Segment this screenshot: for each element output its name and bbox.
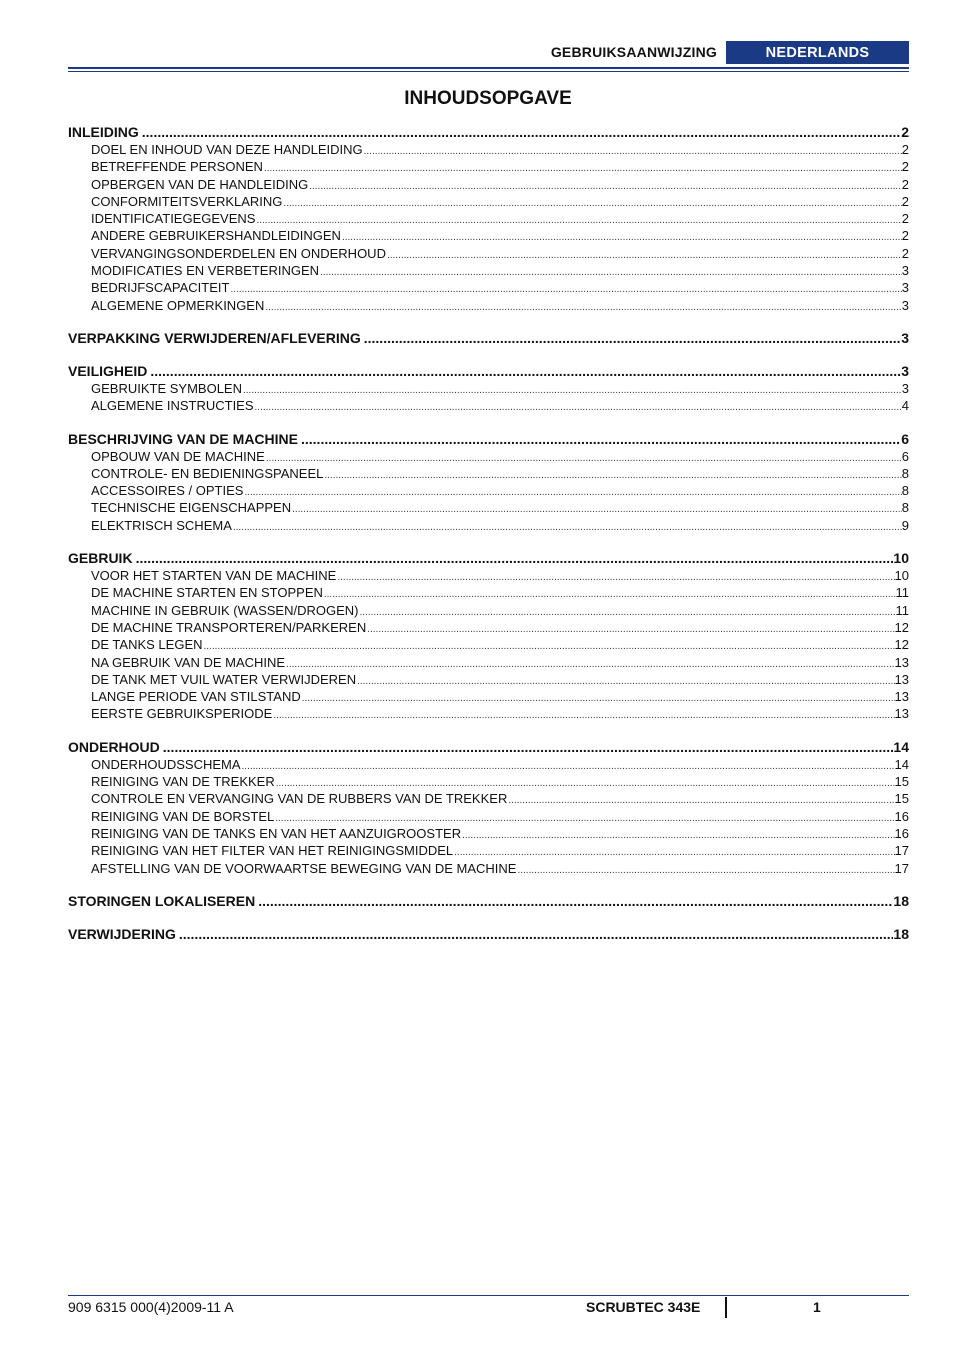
toc-entry-page: 13 xyxy=(894,671,909,687)
toc-entry-title: DE MACHINE TRANSPORTEREN/PARKEREN xyxy=(91,619,367,635)
toc-section-page: 14 xyxy=(893,738,909,755)
toc-entry-title: CONFORMITEITSVERKLARING xyxy=(91,193,283,209)
dot-leader xyxy=(336,569,894,584)
dot-leader xyxy=(358,604,895,619)
dot-leader xyxy=(323,586,896,601)
toc-entry-title: DE TANKS LEGEN xyxy=(91,637,203,653)
toc-entry[interactable] xyxy=(68,210,909,227)
dot-leader xyxy=(366,621,894,636)
toc-entry[interactable] xyxy=(68,688,909,705)
toc-entry[interactable] xyxy=(68,279,909,296)
dot-leader xyxy=(323,467,901,482)
toc-entry-title: EERSTE GEBRUIKSPERIODE xyxy=(91,706,273,722)
toc-entry-page: 14 xyxy=(894,756,909,772)
toc-entry[interactable] xyxy=(68,227,909,244)
header-rule xyxy=(68,67,909,69)
toc-entry-page: 8 xyxy=(901,500,909,516)
toc-entry[interactable] xyxy=(68,141,909,158)
toc-entry-page: 13 xyxy=(894,654,909,670)
toc-entry[interactable] xyxy=(68,158,909,175)
toc-entry-title: BETREFFENDE PERSONEN xyxy=(91,159,263,175)
dot-leader xyxy=(361,330,901,347)
toc-section-title: VERWIJDERING xyxy=(68,925,176,942)
toc-entry-page: 4 xyxy=(901,398,909,414)
language-badge: NEDERLANDS xyxy=(726,41,909,64)
toc-entry[interactable] xyxy=(68,756,909,773)
toc-entry[interactable] xyxy=(68,262,909,279)
toc-entry[interactable] xyxy=(68,808,909,825)
toc-entry[interactable] xyxy=(68,499,909,516)
dot-leader xyxy=(507,792,894,807)
dot-leader xyxy=(255,212,901,227)
dot-leader xyxy=(356,673,894,688)
toc-section-title: INLEIDING xyxy=(68,124,139,140)
toc-entry-title: OPBOUW VAN DE MACHINE xyxy=(91,448,265,464)
toc-entry[interactable] xyxy=(68,842,909,859)
product-name: SCRUBTEC 343E xyxy=(586,1299,701,1315)
toc-entry[interactable] xyxy=(68,773,909,790)
toc-entry-page: 15 xyxy=(894,791,909,807)
dot-leader xyxy=(341,229,902,244)
toc-section-title: VEILIGHEID xyxy=(68,362,148,379)
toc-entry-page: 3 xyxy=(901,280,909,296)
dot-leader xyxy=(147,363,901,380)
dot-leader xyxy=(232,519,902,534)
dot-leader xyxy=(176,926,894,943)
toc-entry-page: 2 xyxy=(901,159,909,175)
toc-section[interactable] xyxy=(68,893,909,910)
toc-entry[interactable] xyxy=(68,465,909,482)
toc-entry-page: 2 xyxy=(901,245,909,261)
toc-entry-title: ONDERHOUDSSCHEMA xyxy=(91,756,241,772)
header-label: GEBRUIKSAANWIJZING xyxy=(550,44,717,60)
toc-entry[interactable] xyxy=(68,482,909,499)
toc-entry-title: REINIGING VAN HET FILTER VAN HET REINIGINGSMIDDEL xyxy=(91,843,454,859)
toc-entry[interactable] xyxy=(68,584,909,601)
toc-entry-title: ALGEMENE INSTRUCTIES xyxy=(91,398,254,414)
dot-leader xyxy=(274,810,894,825)
dot-leader xyxy=(285,656,894,671)
dot-leader xyxy=(139,124,901,141)
toc-entry-title: VOOR HET STARTEN VAN DE MACHINE xyxy=(91,568,337,584)
page-number: 1 xyxy=(813,1299,821,1315)
toc-section[interactable] xyxy=(68,431,909,448)
dot-leader xyxy=(301,690,895,705)
toc-entry-title: BEDRIJFSCAPACITEIT xyxy=(91,280,230,296)
dot-leader xyxy=(255,893,893,910)
dot-leader xyxy=(264,299,901,314)
dot-leader xyxy=(363,143,902,158)
toc-entry[interactable] xyxy=(68,380,909,397)
toc-section-title: ONDERHOUD xyxy=(68,738,160,755)
toc-entry-page: 17 xyxy=(894,843,909,859)
dot-leader xyxy=(243,484,901,499)
toc-entry-page: 2 xyxy=(901,211,909,227)
toc-section-title: GEBRUIK xyxy=(68,550,133,567)
toc-entry-page: 16 xyxy=(894,825,909,841)
toc-entry-page: 13 xyxy=(894,706,909,722)
toc-section-page: 10 xyxy=(893,550,909,567)
toc-entry-title: CONTROLE- EN BEDIENINGSPANEEL xyxy=(91,465,324,481)
toc-section[interactable] xyxy=(68,739,909,756)
table-of-contents xyxy=(68,124,909,943)
toc-section[interactable] xyxy=(68,330,909,347)
toc-section[interactable] xyxy=(68,363,909,380)
toc-entry-title: DE MACHINE STARTEN EN STOPPEN xyxy=(91,585,323,601)
toc-entry-title: ELEKTRISCH SCHEMA xyxy=(91,517,232,533)
dot-leader xyxy=(308,178,902,193)
toc-entry[interactable] xyxy=(68,193,909,210)
toc-entry[interactable] xyxy=(68,517,909,534)
toc-entry[interactable] xyxy=(68,825,909,842)
toc-entry[interactable] xyxy=(68,397,909,414)
toc-entry[interactable] xyxy=(68,245,909,262)
toc-entry-page: 12 xyxy=(894,619,909,635)
toc-section-title: STORINGEN LOKALISEREN xyxy=(68,892,256,909)
toc-section-page: 18 xyxy=(893,925,909,942)
toc-entry-title: DE TANK MET VUIL WATER VERWIJDEREN xyxy=(91,671,357,687)
toc-entry-page: 11 xyxy=(895,585,909,601)
toc-entry[interactable] xyxy=(68,790,909,807)
toc-entry[interactable] xyxy=(68,654,909,671)
dot-leader xyxy=(282,195,901,210)
toc-section-page: 3 xyxy=(901,329,909,346)
dot-leader xyxy=(275,775,895,790)
dot-leader xyxy=(203,638,895,653)
dot-leader xyxy=(160,739,894,756)
dot-leader xyxy=(516,862,894,877)
dot-leader xyxy=(272,707,894,722)
toc-entry-title: REINIGING VAN DE BORSTEL xyxy=(91,808,275,824)
toc-entry-title: LANGE PERIODE VAN STILSTAND xyxy=(91,689,301,705)
toc-entry-title: ALGEMENE OPMERKINGEN xyxy=(91,297,265,313)
dot-leader xyxy=(229,281,901,296)
toc-entry[interactable] xyxy=(68,448,909,465)
dot-leader xyxy=(453,844,894,859)
toc-section-page: 2 xyxy=(901,124,909,140)
toc-entry-page: 2 xyxy=(901,142,909,157)
toc-section[interactable] xyxy=(68,550,909,567)
toc-entry[interactable] xyxy=(68,602,909,619)
toc-entry-title: VERVANGINGSONDERDELEN EN ONDERHOUD xyxy=(91,245,386,261)
dot-leader xyxy=(133,550,894,567)
footer-rule xyxy=(68,1295,909,1296)
toc-entry-page: 2 xyxy=(901,176,909,192)
dot-leader xyxy=(291,501,902,516)
toc-entry-title: GEBRUIKTE SYMBOLEN xyxy=(91,380,242,396)
toc-entry[interactable] xyxy=(68,671,909,688)
toc-section[interactable] xyxy=(68,124,909,141)
toc-entry-page: 10 xyxy=(894,568,909,584)
toc-entry[interactable] xyxy=(68,619,909,636)
toc-entry[interactable] xyxy=(68,860,909,877)
toc-entry-title: NA GEBRUIK VAN DE MACHINE xyxy=(91,654,286,670)
toc-entry-title: IDENTIFICATIEGEGEVENS xyxy=(91,211,256,227)
footer-separator xyxy=(725,1297,727,1318)
toc-section-page: 3 xyxy=(901,362,909,379)
toc-entry-title: ACCESSOIRES / OPTIES xyxy=(91,483,244,499)
toc-entry-page: 13 xyxy=(894,689,909,705)
dot-leader xyxy=(242,382,902,397)
toc-section-page: 6 xyxy=(901,430,909,447)
toc-entry-title: MODIFICATIES EN VERBETERINGEN xyxy=(91,263,320,279)
dot-leader xyxy=(461,827,894,842)
toc-entry-title: REINIGING VAN DE TREKKER xyxy=(91,774,275,790)
toc-entry-page: 3 xyxy=(901,263,909,279)
toc-entry-title: DOEL EN INHOUD VAN DEZE HANDLEIDING xyxy=(91,142,363,157)
dot-leader xyxy=(241,758,895,773)
toc-section[interactable] xyxy=(68,926,909,943)
toc-entry[interactable] xyxy=(68,297,909,314)
toc-entry-page: 3 xyxy=(901,380,909,396)
toc-entry-page: 11 xyxy=(895,602,909,618)
dot-leader xyxy=(298,431,901,448)
page-title: INHOUDSOPGAVE xyxy=(404,88,572,109)
toc-section-page: 18 xyxy=(893,892,909,909)
dot-leader xyxy=(263,160,902,175)
toc-entry-title: MACHINE IN GEBRUIK (WASSEN/DROGEN) xyxy=(91,602,359,618)
toc-entry-page: 12 xyxy=(894,637,909,653)
toc-entry[interactable] xyxy=(68,176,909,193)
toc-entry-page: 16 xyxy=(894,808,909,824)
dot-leader xyxy=(319,264,902,279)
toc-entry-title: TECHNISCHE EIGENSCHAPPEN xyxy=(91,500,292,516)
toc-entry[interactable] xyxy=(68,567,909,584)
toc-entry-page: 8 xyxy=(901,483,909,499)
toc-entry-page: 8 xyxy=(901,465,909,481)
toc-entry-title: ANDERE GEBRUIKERSHANDLEIDINGEN xyxy=(91,228,341,244)
toc-entry-page: 3 xyxy=(901,297,909,313)
dot-leader xyxy=(254,399,902,414)
dot-leader xyxy=(265,450,902,465)
toc-entry-title: REINIGING VAN DE TANKS EN VAN HET AANZUIGROOSTER xyxy=(91,825,462,841)
toc-entry[interactable] xyxy=(68,636,909,653)
header-rule-thin xyxy=(68,71,909,72)
toc-section-title: VERPAKKING VERWIJDEREN/AFLEVERING xyxy=(68,329,361,346)
document-code: 909 6315 000(4)2009-11 A xyxy=(68,1299,234,1315)
dot-leader xyxy=(386,247,902,262)
toc-entry-title: CONTROLE EN VERVANGING VAN DE RUBBERS VAN DE TREKKER xyxy=(91,791,508,807)
toc-entry-page: 9 xyxy=(901,517,909,533)
toc-entry-title: AFSTELLING VAN DE VOORWAARTSE BEWEGING VAN DE MACHINE xyxy=(91,860,517,876)
toc-entry-page: 6 xyxy=(901,448,909,464)
toc-entry[interactable] xyxy=(68,705,909,722)
toc-entry-title: OPBERGEN VAN DE HANDLEIDING xyxy=(91,176,309,192)
toc-entry-page: 15 xyxy=(894,774,909,790)
toc-entry-page: 17 xyxy=(894,860,909,876)
toc-entry-page: 2 xyxy=(901,193,909,209)
toc-entry-page: 2 xyxy=(901,228,909,244)
toc-section-title: BESCHRIJVING VAN DE MACHINE xyxy=(68,430,298,447)
